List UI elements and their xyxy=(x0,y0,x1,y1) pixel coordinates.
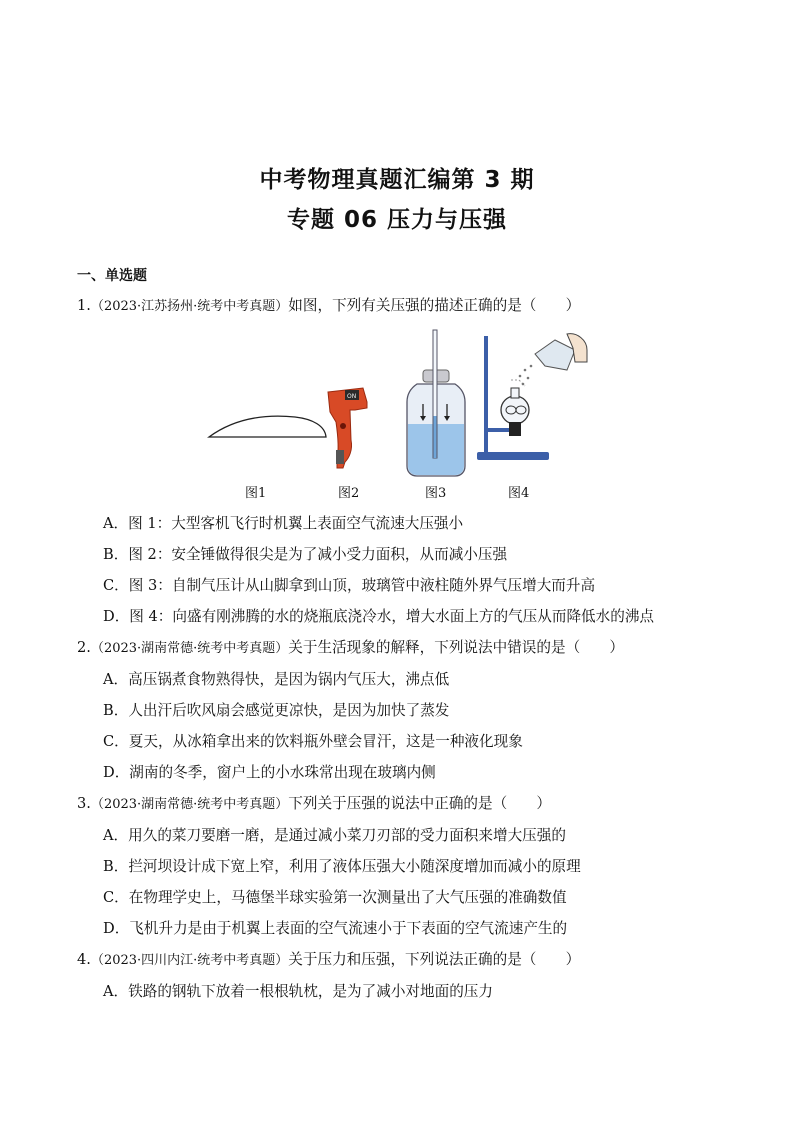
question-1 xyxy=(77,296,580,317)
question-number: 1. xyxy=(77,297,91,314)
figure-label-4: 图4 xyxy=(508,486,530,501)
question-3-option-b: B．拦河坝设计成下宽上窄，利用了液体压强大小随深度增加而减小的原理 xyxy=(103,858,581,875)
question-2 xyxy=(77,638,624,659)
question-2-option-b: B．人出汗后吹风扇会感觉更凉快，是因为加快了蒸发 xyxy=(103,702,450,719)
question-3-option-c: C．在物理学史上，马德堡半球实验第一次测量出了大气压强的准确数值 xyxy=(103,889,567,906)
question-3-option-d: D．飞机升力是由于机翼上表面的空气流速小于下表面的空气流速产生的 xyxy=(103,920,568,937)
airfoil-drawing xyxy=(209,416,326,437)
question-1-option-d: D．图 4：向盛有刚沸腾的水的烧瓶底浇冷水，增大水面上方的气压从而降低水的沸点 xyxy=(103,608,655,625)
safety-hammer-drawing xyxy=(328,388,367,468)
question-source: （2023·江苏扬州·统考中考真题） xyxy=(90,299,289,314)
question-1-option-b: B．图 2：安全锤做得很尖是为了减小受力面积，从而减小压强 xyxy=(103,546,508,563)
svg-text:ON: ON xyxy=(347,393,357,400)
page-subtitle: 专题 06 压力与压强 xyxy=(286,207,508,233)
flask-stand-drawing xyxy=(477,334,587,460)
question-source: （2023·湖南常德·统考中考真题） xyxy=(90,797,289,812)
question-2-option-c: C．夏天，从冰箱拿出来的饮料瓶外壁会冒汗，这是一种液化现象 xyxy=(103,733,523,750)
question-2-option-d: D．湖南的冬季，窗户上的小水珠常出现在玻璃内侧 xyxy=(103,764,436,781)
question-number: 2. xyxy=(77,639,91,656)
question-number: 3. xyxy=(77,795,91,812)
question-stem: 如图，下列有关压强的描述正确的是（ ） xyxy=(288,297,581,314)
barometer-bottle-drawing xyxy=(407,330,465,476)
section-heading: 一、单选题 xyxy=(77,268,147,284)
question-stem: 下列关于压强的说法中正确的是（ ） xyxy=(288,795,551,812)
question-stem: 关于压力和压强，下列说法正确的是（ ） xyxy=(288,951,581,968)
figure-label-2: 图2 xyxy=(338,486,360,501)
question-4 xyxy=(77,950,580,971)
figure-label-3: 图3 xyxy=(425,486,447,501)
question-3 xyxy=(77,794,551,815)
question-source: （2023·湖南常德·统考中考真题） xyxy=(90,641,289,656)
question-1-option-a: A．图 1：大型客机飞行时机翼上表面空气流速大压强小 xyxy=(103,515,464,532)
page-title: 中考物理真题汇编第 3 期 xyxy=(259,167,535,193)
question-4-option-a: A．铁路的钢轨下放着一根根轨枕，是为了减小对地面的压力 xyxy=(103,983,493,1000)
question-number: 4. xyxy=(77,951,91,968)
question-2-option-a: A．高压锅煮食物熟得快，是因为锅内气压大，沸点低 xyxy=(103,671,450,688)
question-source: （2023·四川内江·统考中考真题） xyxy=(90,953,289,968)
figure-label-1: 图1 xyxy=(245,486,267,501)
question-3-option-a: A．用久的菜刀要磨一磨，是通过减小菜刀刃部的受力面积来增大压强的 xyxy=(103,827,566,844)
question-stem: 关于生活现象的解释，下列说法中错误的是（ ） xyxy=(288,639,624,656)
question-1-option-c: C．图 3：自制气压计从山脚拿到山顶，玻璃管中液柱随外界气压增大而升高 xyxy=(103,577,596,594)
question-1-figure xyxy=(195,326,595,504)
